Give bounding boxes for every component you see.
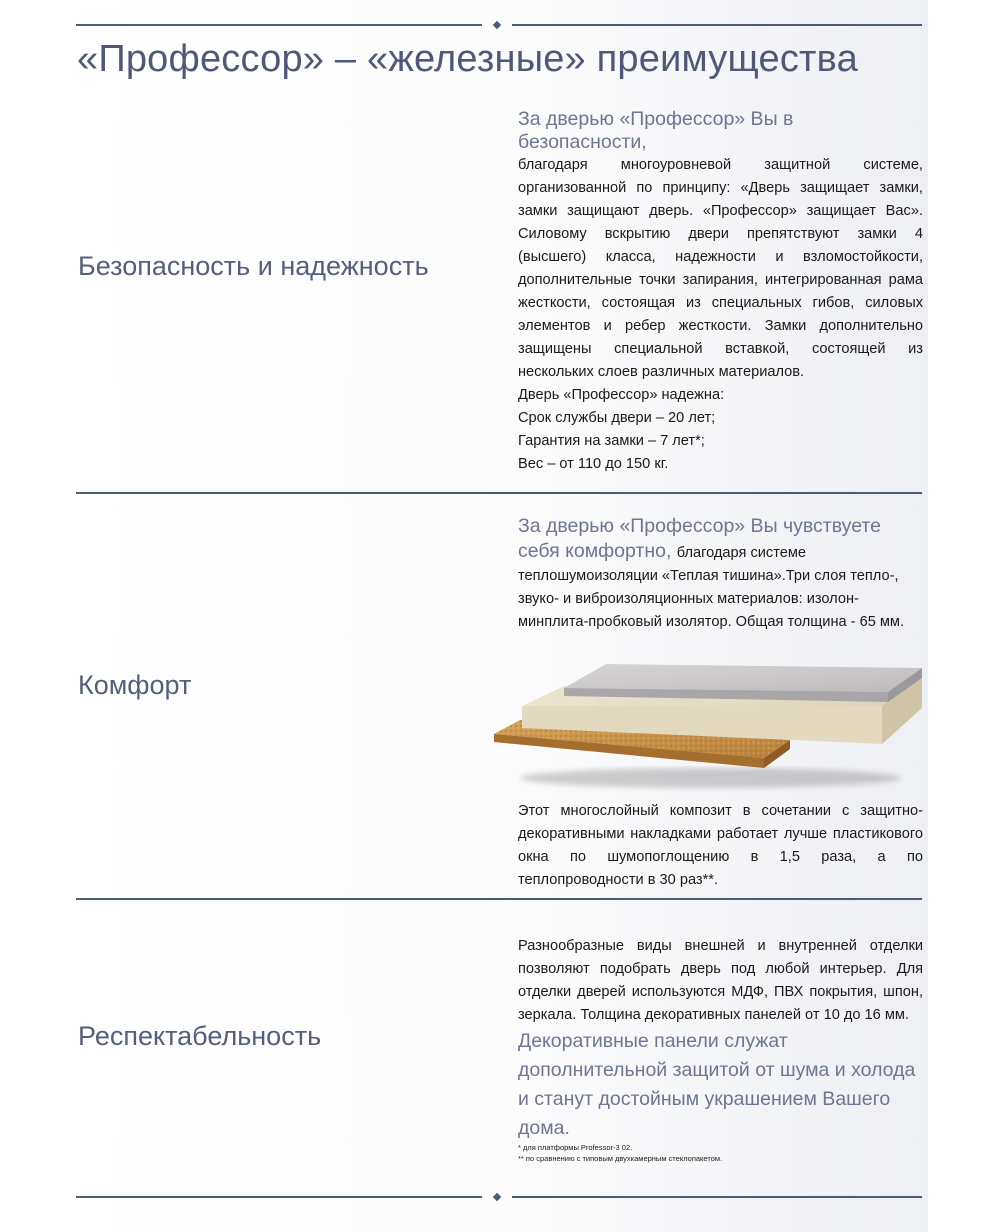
reliability-line: Дверь «Профессор» надежна: (518, 387, 725, 403)
section-label-comfort: Комфорт (78, 670, 192, 700)
respect-body: Разнообразные виды внешней и внутренней отделки позволяют подобрать дверь под любой интерьер. Для отделки дверей используются МДФ, ПВХ покрытия, шпон, зеркала. Толщина декоративных панелей от 10 до 16 мм. (518, 938, 923, 1023)
reliability-line: Срок службы двери – 20 лет; (518, 410, 716, 426)
comfort-composite-block (518, 800, 923, 892)
safety-body: благодаря многоуровневой защитной системе, организованной по принципу: «Дверь защищает замки, замки защищают дверь. «Профессор» защищает Вас». Силовому вскрытию двери препятствуют замки 4 (высшего) класса, надежности и взломостойкости, дополнительные точки запирания, интегрированная рама жесткости, состоящая из специальных гибов, силовых элементов и ребер жесткости. Замки дополнительно защищены специальной вставкой, состоящей из нескольких слоев различных материалов. (518, 157, 923, 380)
respect-lead: Декоративные панели служат дополнительной защитой от шума и холода и станут достойным украшением Вашего дома. (518, 1030, 916, 1139)
section-divider (76, 898, 922, 900)
respect-text-block (518, 935, 923, 1143)
reliability-line: Гарантия на замки – 7 лет*; (518, 433, 705, 449)
safety-reliability-list (518, 384, 923, 476)
bottom-rule-right (512, 1196, 922, 1198)
safety-text-block (518, 108, 923, 476)
comfort-composite-text: Этот многослойный композит в сочетании с защитно-декоративными накладками работает лучше пластикового окна по шумопоглощению в 1,5 раза, а по теплопроводности в 30 раз**. (518, 803, 923, 888)
section-divider (76, 492, 922, 494)
section-label-safety: Безопасность и надежность (78, 251, 429, 281)
comfort-text-block (518, 515, 923, 634)
safety-lead: За дверью «Профессор» Вы в безопасности, (518, 108, 794, 153)
comfort-lead: За дверью «Профессор» Вы чувствуете себя комфортно, (518, 515, 881, 562)
top-rule-right (512, 24, 922, 26)
footnote: * для платформы Professor-3 02. (518, 1143, 633, 1152)
comfort-body: благодаря системе теплошумоизоляции «Теплая тишина».Три слоя тепло-, звуко- и виброизоляционных материалов: изолон-минплита-пробковый изолятор. Общая толщина - 65 мм. (518, 545, 905, 630)
bottom-rule-left (76, 1196, 482, 1198)
section-label-respect: Респектабельность (78, 1021, 322, 1051)
page-title: «Профессор» – «железные» преимущества (77, 38, 858, 80)
footnote: ** по сравнению с типовым двухкамерным стеклопакетом. (518, 1154, 723, 1163)
top-rule-left (76, 24, 482, 26)
reliability-line: Вес – от 110 до 150 кг. (518, 456, 669, 472)
footnotes (518, 1142, 722, 1164)
insulation-composite-image (490, 650, 926, 800)
